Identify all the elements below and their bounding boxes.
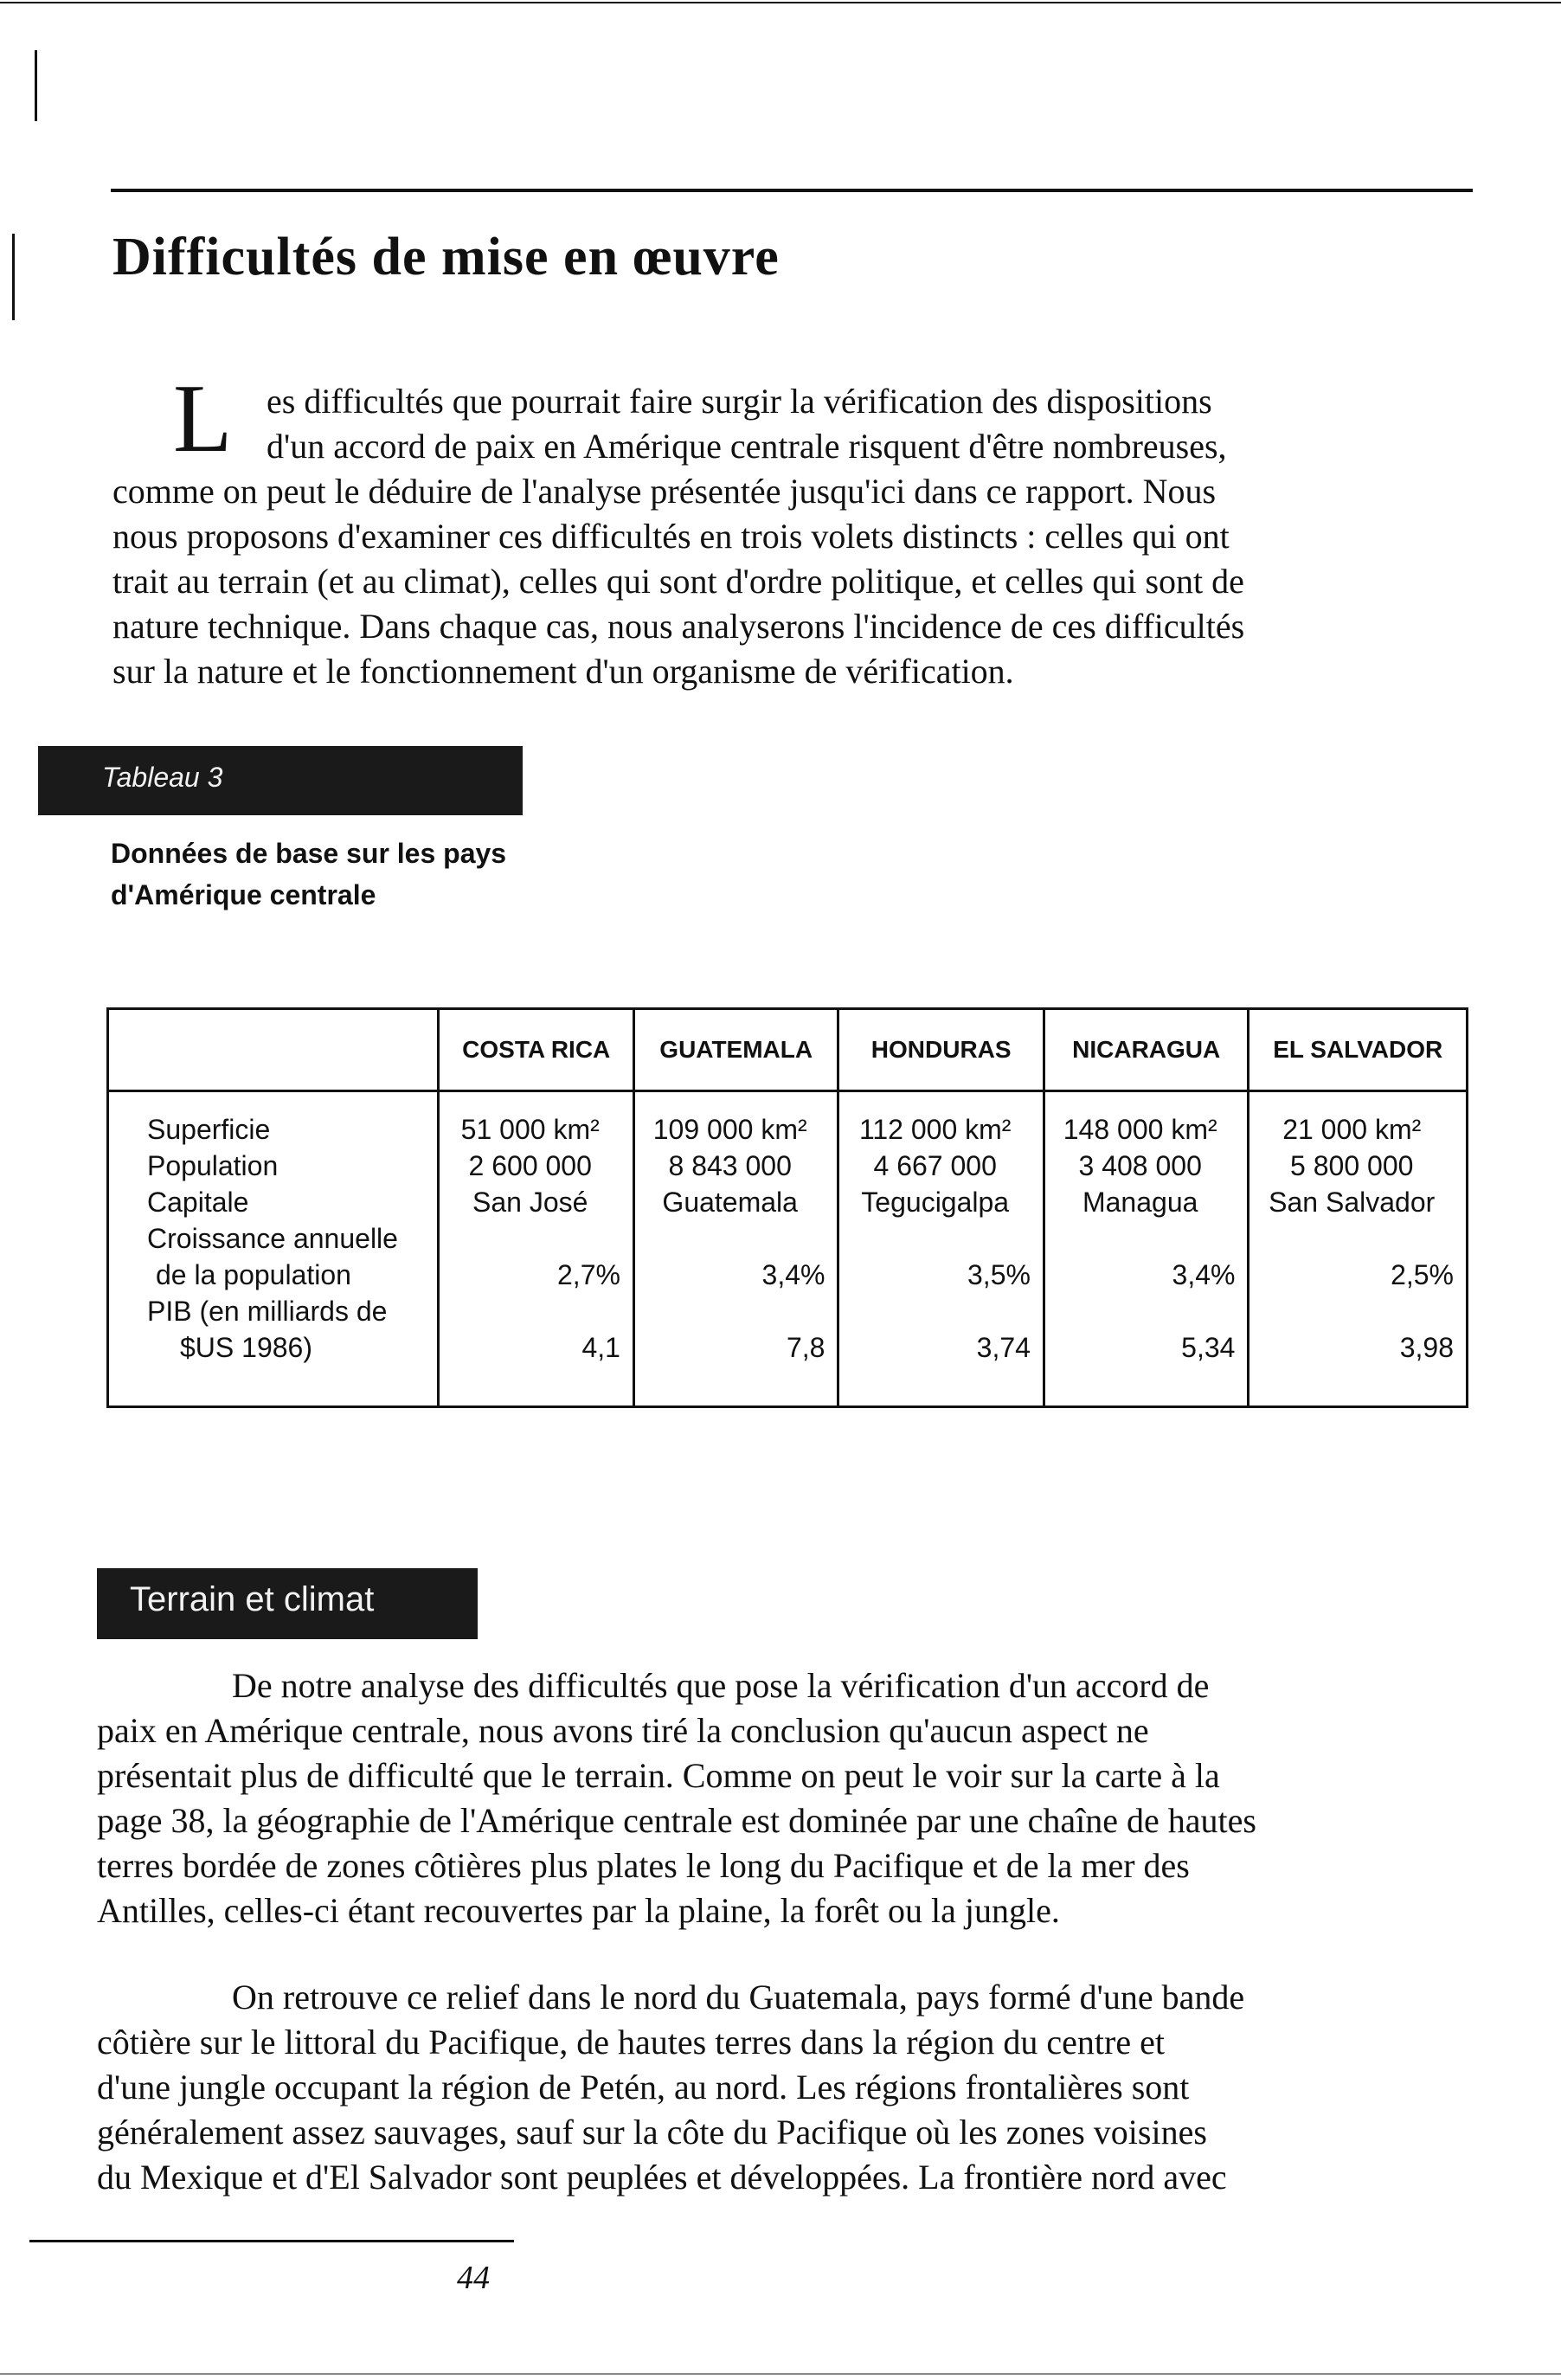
cell-croissance: 3,5% xyxy=(967,1259,1031,1290)
cell-superficie: 109 000 km² xyxy=(652,1114,807,1145)
paragraph-line: du Mexique et d'El Salvador sont peuplées et développées. La frontière nord avec xyxy=(97,2158,1227,2197)
cell-population: 5 800 000 xyxy=(1290,1150,1414,1181)
row-label: Capitale xyxy=(147,1187,249,1218)
column-header: NICARAGUA xyxy=(1044,1009,1249,1091)
paragraph-line: De notre analyse des difficultés que pose la vérification d'un accord de xyxy=(232,1666,1210,1705)
column-header: GUATEMALA xyxy=(633,1009,838,1091)
table-header-row xyxy=(108,1009,1468,1091)
cell-population: 4 667 000 xyxy=(873,1150,997,1181)
table-caption-line: Données de base sur les pays xyxy=(111,838,507,869)
column-header: EL SALVADOR xyxy=(1249,1009,1468,1091)
cell-population: 2 600 000 xyxy=(468,1150,592,1181)
table-caption xyxy=(111,833,506,916)
heading-rule xyxy=(111,189,1473,192)
cell-superficie: 21 000 km² xyxy=(1282,1114,1422,1145)
paragraph-line: Antilles, celles-ci étant recouvertes par la plaine, la forêt ou la jungle. xyxy=(97,1891,1060,1930)
country-column-honduras xyxy=(838,1091,1044,1407)
paragraph-line: paix en Amérique centrale, nous avons tiré la conclusion qu'aucun aspect ne xyxy=(97,1711,1149,1750)
intro-line: comme on peut le déduire de l'analyse présentée jusqu'ici dans ce rapport. Nous xyxy=(112,472,1217,511)
page-number: 44 xyxy=(457,2260,490,2296)
cell-population: 3 408 000 xyxy=(1078,1150,1202,1181)
paragraph-line: côtière sur le littoral du Pacifique, de hautes terres dans la région du centre et xyxy=(97,2023,1165,2062)
cell-croissance: 3,4% xyxy=(1172,1259,1236,1290)
cell-superficie: 51 000 km² xyxy=(460,1114,600,1145)
cell-superficie: 148 000 km² xyxy=(1063,1114,1217,1145)
cell-croissance: 2,7% xyxy=(557,1259,620,1290)
cell-population: 8 843 000 xyxy=(668,1150,792,1181)
intro-line: d'un accord de paix en Amérique centrale risquent d'être nombreuses, xyxy=(267,427,1227,466)
country-column-guatemala xyxy=(633,1091,838,1407)
margin-bar-top xyxy=(35,50,37,121)
cell-croissance: 3,4% xyxy=(761,1259,825,1290)
paragraph-line: page 38, la géographie de l'Amérique centrale est dominée par une chaîne de hautes xyxy=(97,1801,1256,1840)
intro-line: trait au terrain (et au climat), celles qui sont d'ordre politique, et celles qui sont de xyxy=(112,562,1244,601)
cell-pib: 5,34 xyxy=(1181,1332,1236,1363)
row-label: Population xyxy=(147,1150,279,1181)
cell-capitale: Guatemala xyxy=(662,1187,798,1218)
cell-capitale: Tegucigalpa xyxy=(861,1187,1010,1218)
cell-capitale: San José xyxy=(472,1187,588,1218)
cell-pib: 7,8 xyxy=(786,1332,825,1363)
column-header: HONDURAS xyxy=(838,1009,1044,1091)
country-data-table xyxy=(106,1007,1468,1408)
row-label: Croissance annuelle xyxy=(147,1223,398,1254)
header-empty-cell xyxy=(108,1009,439,1091)
intro-line: nous proposons d'examiner ces difficultés en trois volets distincts : celles qui ont xyxy=(112,517,1230,556)
top-border-rule xyxy=(0,2,1561,3)
cell-capitale: San Salvador xyxy=(1269,1187,1436,1218)
bottom-edge-rule xyxy=(0,2373,1561,2375)
country-column-nicaragua xyxy=(1044,1091,1249,1407)
table-row xyxy=(108,1091,1468,1407)
row-label: Superficie xyxy=(147,1114,271,1145)
cell-pib: 3,74 xyxy=(976,1332,1031,1363)
column-header: COSTA RICA xyxy=(439,1009,633,1091)
footer-rule xyxy=(29,2240,514,2242)
cell-pib: 4,1 xyxy=(581,1332,620,1363)
table-caption-line: d'Amérique centrale xyxy=(111,879,376,910)
cell-capitale: Managua xyxy=(1082,1187,1198,1218)
country-column-costa-rica xyxy=(439,1091,633,1407)
intro-line: sur la nature et le fonctionnement d'un organisme de vérification. xyxy=(112,652,1014,691)
intro-line: nature technique. Dans chaque cas, nous analyserons l'incidence de ces difficultés xyxy=(112,607,1245,646)
row-label: $US 1986) xyxy=(180,1332,312,1363)
paragraph-line: généralement assez sauvages, sauf sur la côte du Pacifique où les zones voisines xyxy=(97,2113,1207,2152)
row-labels-cell xyxy=(108,1091,439,1407)
paragraph-line: d'une jungle occupant la région de Petén, au nord. Les régions frontalières sont xyxy=(97,2068,1190,2107)
paragraph-line: On retrouve ce relief dans le nord du Guatemala, pays formé d'une bande xyxy=(232,1978,1245,2017)
paragraph-line: présentait plus de difficulté que le terrain. Comme on peut le voir sur la carte à la xyxy=(97,1756,1220,1795)
margin-bar-mid xyxy=(12,234,15,320)
drop-cap: L xyxy=(173,365,233,473)
intro-line: es difficultés que pourrait faire surgir la vérification des dispositions xyxy=(267,382,1212,421)
country-column-el-salvador xyxy=(1249,1091,1468,1407)
row-label: de la population xyxy=(156,1259,351,1290)
row-label: PIB (en milliards de xyxy=(147,1296,388,1327)
cell-pib: 3,98 xyxy=(1399,1332,1454,1363)
cell-croissance: 2,5% xyxy=(1391,1259,1454,1290)
cell-superficie: 112 000 km² xyxy=(858,1114,1012,1145)
table-label: Tableau 3 xyxy=(102,762,223,793)
paragraph-line: terres bordée de zones côtières plus plates le long du Pacifique et de la mer des xyxy=(97,1846,1190,1885)
section-label: Terrain et climat xyxy=(130,1580,375,1618)
section-heading: Difficultés de mise en œuvre xyxy=(112,228,780,286)
table-label-bar xyxy=(38,746,523,815)
section-label-bar xyxy=(97,1568,478,1639)
